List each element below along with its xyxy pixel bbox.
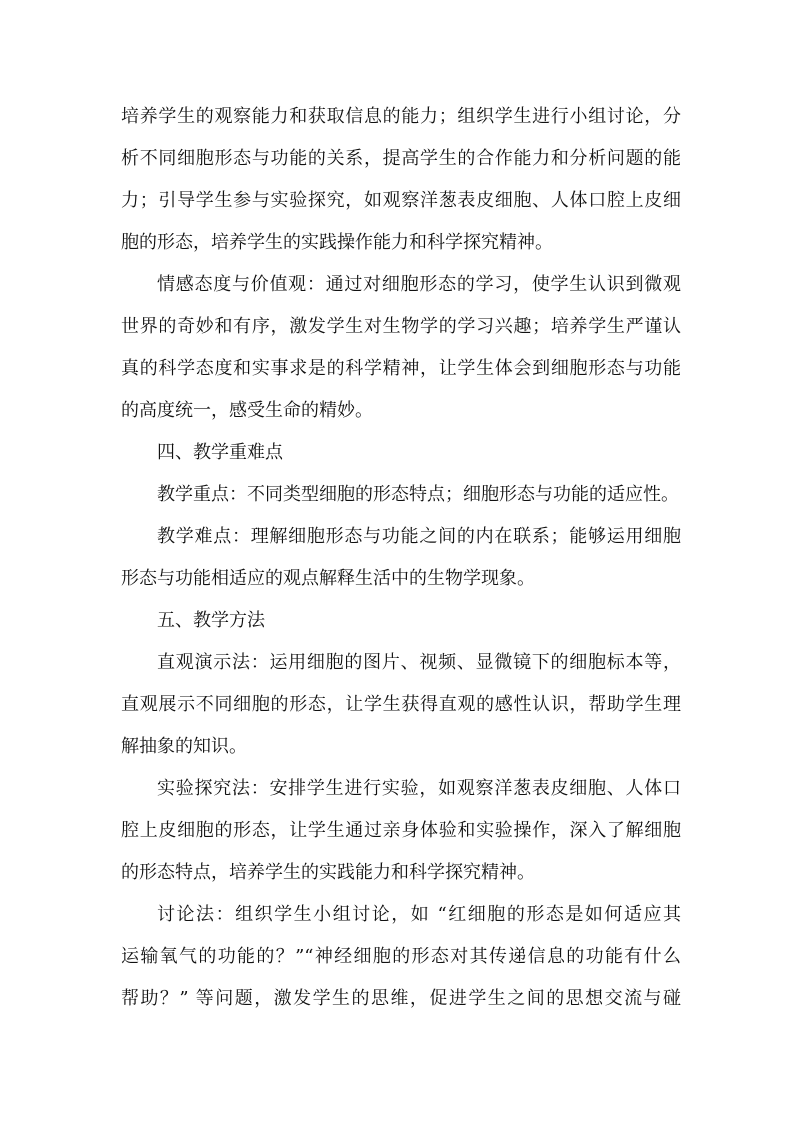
section-heading: 四、教学重难点 (157, 442, 283, 463)
text-line: 教学难点：理解细胞形态与功能之间的内在联系；能够运用细胞 (157, 526, 681, 547)
text-line: 解抽象的知识。 (121, 736, 247, 757)
text-line: 世界的奇妙和有序，激发学生对生物学的学习兴趣；培养学生严谨认 (121, 316, 681, 337)
text-line: 胞的形态，培养学生的实践操作能力和科学探究精神。 (121, 232, 553, 253)
text-line: 的形态特点，培养学生的实践能力和科学探究精神。 (121, 862, 535, 883)
text-line: 实验探究法：安排学生进行实验，如观察洋葱表皮细胞、人体口 (157, 778, 681, 799)
text-line: 情感态度与价值观：通过对细胞形态的学习，使学生认识到微观 (157, 274, 681, 295)
section-heading: 五、教学方法 (157, 610, 265, 631)
text-line: 直观展示不同细胞的形态，让学生获得直观的感性认识，帮助学生理 (121, 694, 681, 715)
text-line: 帮助？” 等问题，激发学生的思维，促进学生之间的思想交流与碰 (121, 988, 681, 1009)
text-line: 力；引导学生参与实验探究，如观察洋葱表皮细胞、人体口腔上皮细 (121, 190, 681, 211)
text-line: 运输氧气的功能的？”“神经细胞的形态对其传递信息的功能有什么 (121, 946, 681, 967)
text-line: 培养学生的观察能力和获取信息的能力；组织学生进行小组讨论，分 (121, 106, 681, 127)
text-line: 教学重点：不同类型细胞的形态特点；细胞形态与功能的适应性。 (157, 484, 679, 505)
text-line: 讨论法：组织学生小组讨论，如 “红细胞的形态是如何适应其 (157, 904, 681, 925)
text-line: 的高度统一，感受生命的精妙。 (121, 400, 373, 421)
text-line: 真的科学态度和实事求是的科学精神，让学生体会到细胞形态与功能 (121, 358, 681, 379)
text-line: 析不同细胞形态与功能的关系，提高学生的合作能力和分析问题的能 (121, 148, 681, 169)
text-line: 腔上皮细胞的形态，让学生通过亲身体验和实验操作，深入了解细胞 (121, 820, 681, 841)
text-line: 形态与功能相适应的观点解释生活中的生物学现象。 (121, 568, 535, 589)
text-line: 直观演示法：运用细胞的图片、视频、显微镜下的细胞标本等， (157, 652, 681, 673)
